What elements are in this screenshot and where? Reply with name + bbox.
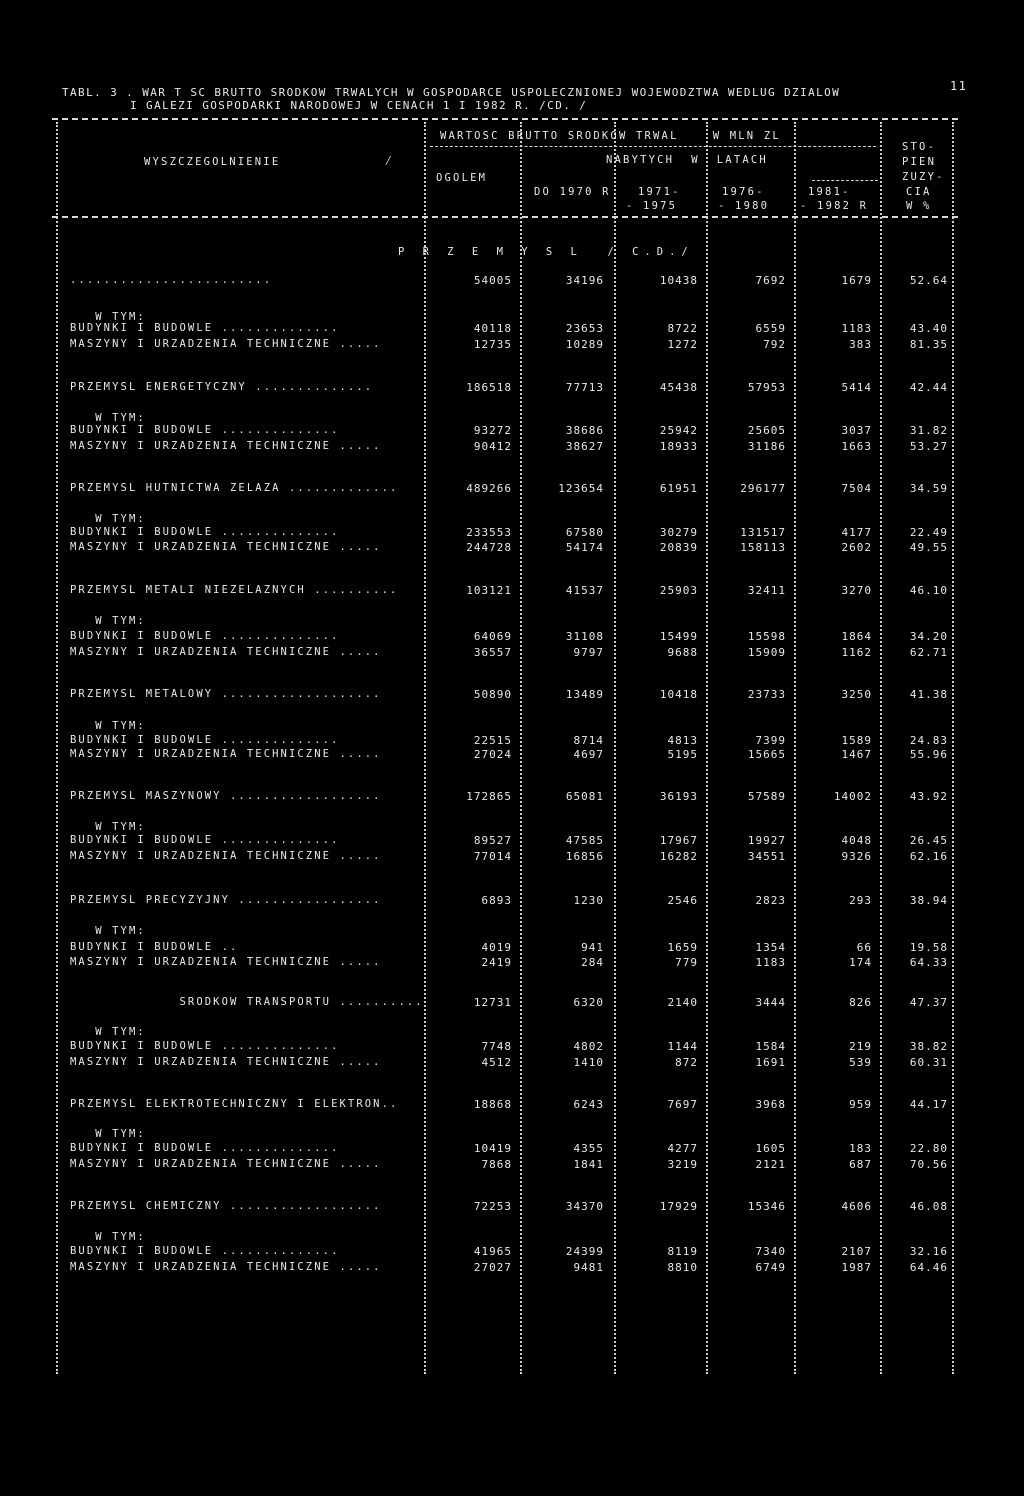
table-cell: 32.16 — [909, 1245, 948, 1258]
table-cell: 32411 — [747, 584, 786, 597]
row-label: W TYM: — [70, 513, 146, 525]
table-cell: 3250 — [841, 688, 872, 701]
header-sub-rule — [430, 146, 876, 147]
table-cell: 45438 — [659, 381, 698, 394]
table-cell: 42.44 — [909, 381, 948, 394]
table-cell: 6559 — [755, 322, 786, 335]
row-label: BUDYNKI I BUDOWLE .............. — [70, 322, 340, 334]
table-cell: 15499 — [659, 630, 698, 643]
table-cell: 46.08 — [909, 1200, 948, 1213]
table-cell: 941 — [581, 941, 604, 954]
table-cell: 3037 — [841, 424, 872, 437]
table-cell: 57589 — [747, 790, 786, 803]
table-cell: 47.37 — [909, 996, 948, 1009]
table-cell: 10418 — [659, 688, 698, 701]
table-cell: 27024 — [473, 748, 512, 761]
row-label: SRODKOW TRANSPORTU .......... — [70, 996, 424, 1008]
column-separator — [56, 122, 58, 1374]
table-cell: 7340 — [755, 1245, 786, 1258]
table-cell: 25605 — [747, 424, 786, 437]
table-cell: 25903 — [659, 584, 698, 597]
table-cell: 23733 — [747, 688, 786, 701]
table-cell: 12731 — [473, 996, 512, 1009]
column-separator — [520, 122, 522, 1374]
table-cell: 38686 — [565, 424, 604, 437]
table-cell: 15346 — [747, 1200, 786, 1213]
table-cell: 23653 — [565, 322, 604, 335]
table-cell: 5414 — [841, 381, 872, 394]
table-cell: 38627 — [565, 440, 604, 453]
header-group-label: WARTOSC BRUTTO SRODKOW TRWAL W MLN ZL — [440, 130, 781, 142]
table-cell: 1162 — [841, 646, 872, 659]
table-cell: 61951 — [659, 482, 698, 495]
table-cell: 57953 — [747, 381, 786, 394]
table-cell: 15909 — [747, 646, 786, 659]
table-cell: 1584 — [755, 1040, 786, 1053]
table-cell: 34370 — [565, 1200, 604, 1213]
header-acquired: NABYTYCH W LATACH — [606, 154, 768, 166]
table-cell: 8714 — [573, 734, 604, 747]
table-cell: 4813 — [667, 734, 698, 747]
row-label: W TYM: — [70, 1128, 146, 1140]
table-cell: 1144 — [667, 1040, 698, 1053]
table-cell: 64.46 — [909, 1261, 948, 1274]
column-separator — [952, 122, 954, 1374]
row-label: MASZYNY I URZADZENIA TECHNICZNE ..... — [70, 956, 382, 968]
table-cell: 1679 — [841, 274, 872, 287]
row-label: BUDYNKI I BUDOWLE .............. — [70, 1142, 340, 1154]
row-label: W TYM: — [70, 1026, 146, 1038]
table-cell: 131517 — [740, 526, 786, 539]
table-cell: 16856 — [565, 850, 604, 863]
row-label: PRZEMYSL PRECYZYJNY ................. — [70, 894, 382, 906]
top-rule — [52, 118, 958, 120]
table-cell: 54005 — [473, 274, 512, 287]
table-cell: 1467 — [841, 748, 872, 761]
row-label: PRZEMYSL CHEMICZNY .................. — [70, 1200, 382, 1212]
table-title-continuation: I GALEZI GOSPODARKI NARODOWEJ W CENACH 1 I 1982 R. /CD. / — [130, 99, 588, 112]
table-cell: 34196 — [565, 274, 604, 287]
table-cell: 90412 — [473, 440, 512, 453]
table-cell: 1987 — [841, 1261, 872, 1274]
column-separator — [424, 122, 426, 1374]
row-label: MASZYNY I URZADZENIA TECHNICZNE ..... — [70, 748, 382, 760]
column-separator — [614, 122, 616, 1374]
table-cell: 2107 — [841, 1245, 872, 1258]
table-cell: 15598 — [747, 630, 786, 643]
table-cell: 47585 — [565, 834, 604, 847]
table-cell: 219 — [849, 1040, 872, 1053]
table-cell: 7692 — [755, 274, 786, 287]
column-separator — [794, 122, 796, 1374]
table-cell: 81.35 — [909, 338, 948, 351]
table-cell: 55.96 — [909, 748, 948, 761]
table-cell: 40118 — [473, 322, 512, 335]
table-cell: 8810 — [667, 1261, 698, 1274]
table-cell: 5195 — [667, 748, 698, 761]
header-stopien: CIA — [906, 186, 932, 198]
table-cell: 2546 — [667, 894, 698, 907]
row-label: W TYM: — [70, 821, 146, 833]
table-cell: 7697 — [667, 1098, 698, 1111]
row-label: MASZYNY I URZADZENIA TECHNICZNE ..... — [70, 338, 382, 350]
table-cell: 31186 — [747, 440, 786, 453]
table-title: TABL. 3 . WAR T SC BRUTTO SRODKOW TRWALYCH W GOSPODARCE USPOLECZNIONEJ WOJEWODZTWA WEDLUG DZIALOW — [62, 86, 841, 99]
row-label: BUDYNKI I BUDOWLE .............. — [70, 1040, 340, 1052]
table-cell: 62.71 — [909, 646, 948, 659]
table-cell: 19927 — [747, 834, 786, 847]
header-period-2a: 1971- — [638, 186, 681, 198]
table-cell: 9797 — [573, 646, 604, 659]
row-label: PRZEMYSL HUTNICTWA ZELAZA ............. — [70, 482, 399, 494]
row-label: PRZEMYSL METALOWY ................... — [70, 688, 382, 700]
table-cell: 53.27 — [909, 440, 948, 453]
table-cell: 4697 — [573, 748, 604, 761]
table-cell: 1605 — [755, 1142, 786, 1155]
table-cell: 284 — [581, 956, 604, 969]
table-cell: 792 — [763, 338, 786, 351]
table-cell: 27027 — [473, 1261, 512, 1274]
section-heading: P R Z E M Y S L / C.D./ — [398, 246, 694, 258]
table-cell: 3219 — [667, 1158, 698, 1171]
table-cell: 8722 — [667, 322, 698, 335]
table-cell: 14002 — [833, 790, 872, 803]
table-cell: 54174 — [565, 541, 604, 554]
row-label: MASZYNY I URZADZENIA TECHNICZNE ..... — [70, 1261, 382, 1273]
row-label: MASZYNY I URZADZENIA TECHNICZNE ..... — [70, 440, 382, 452]
slash-mark: ⁄ — [384, 153, 395, 169]
table-cell: 7868 — [481, 1158, 512, 1171]
table-cell: 41.38 — [909, 688, 948, 701]
table-cell: 34.59 — [909, 482, 948, 495]
table-cell: 36557 — [473, 646, 512, 659]
table-cell: 2823 — [755, 894, 786, 907]
row-label: BUDYNKI I BUDOWLE .............. — [70, 630, 340, 642]
header-sub-rule — [812, 180, 878, 181]
table-cell: 22.80 — [909, 1142, 948, 1155]
table-cell: 65081 — [565, 790, 604, 803]
table-cell: 6320 — [573, 996, 604, 1009]
table-cell: 2140 — [667, 996, 698, 1009]
table-cell: 36193 — [659, 790, 698, 803]
table-cell: 10438 — [659, 274, 698, 287]
table-cell: 43.92 — [909, 790, 948, 803]
table-cell: 183 — [849, 1142, 872, 1155]
row-label: PRZEMYSL MASZYNOWY .................. — [70, 790, 382, 802]
table-cell: 2602 — [841, 541, 872, 554]
row-label: BUDYNKI I BUDOWLE .............. — [70, 1245, 340, 1257]
header-ogolem: OGOLEM — [436, 172, 488, 184]
table-cell: 67580 — [565, 526, 604, 539]
table-cell: 2121 — [755, 1158, 786, 1171]
table-cell: 1272 — [667, 338, 698, 351]
column-separator — [706, 122, 708, 1374]
table-cell: 26.45 — [909, 834, 948, 847]
table-cell: 4277 — [667, 1142, 698, 1155]
table-cell: 687 — [849, 1158, 872, 1171]
table-cell: 779 — [675, 956, 698, 969]
row-label: BUDYNKI I BUDOWLE .............. — [70, 526, 340, 538]
table-cell: 16282 — [659, 850, 698, 863]
table-cell: 50890 — [473, 688, 512, 701]
header-stopien: W % — [906, 200, 932, 212]
table-cell: 872 — [675, 1056, 698, 1069]
table-cell: 4802 — [573, 1040, 604, 1053]
table-cell: 959 — [849, 1098, 872, 1111]
table-cell: 24.83 — [909, 734, 948, 747]
table-cell: 64069 — [473, 630, 512, 643]
table-cell: 383 — [849, 338, 872, 351]
table-cell: 1230 — [573, 894, 604, 907]
table-cell: 3270 — [841, 584, 872, 597]
row-label: MASZYNY I URZADZENIA TECHNICZNE ..... — [70, 850, 382, 862]
table-cell: 186518 — [466, 381, 512, 394]
table-cell: 24399 — [565, 1245, 604, 1258]
table-cell: 46.10 — [909, 584, 948, 597]
row-label: PRZEMYSL ELEKTROTECHNICZNY I ELEKTRON.. — [70, 1098, 399, 1110]
table-cell: 4512 — [481, 1056, 512, 1069]
table-cell: 4355 — [573, 1142, 604, 1155]
row-label: ........................ — [70, 274, 273, 286]
table-cell: 296177 — [740, 482, 786, 495]
table-cell: 489266 — [466, 482, 512, 495]
table-cell: 2419 — [481, 956, 512, 969]
row-label: MASZYNY I URZADZENIA TECHNICZNE ..... — [70, 1158, 382, 1170]
table-cell: 826 — [849, 996, 872, 1009]
table-cell: 158113 — [740, 541, 786, 554]
table-cell: 293 — [849, 894, 872, 907]
row-label: W TYM: — [70, 720, 146, 732]
table-cell: 62.16 — [909, 850, 948, 863]
header-stopien: STO- — [902, 141, 937, 153]
table-cell: 1841 — [573, 1158, 604, 1171]
row-label: MASZYNY I URZADZENIA TECHNICZNE ..... — [70, 541, 382, 553]
header-stopien: ZUZY- — [902, 171, 945, 183]
table-cell: 1183 — [841, 322, 872, 335]
table-cell: 41965 — [473, 1245, 512, 1258]
table-cell: 19.58 — [909, 941, 948, 954]
table-cell: 64.33 — [909, 956, 948, 969]
table-cell: 7504 — [841, 482, 872, 495]
table-cell: 3968 — [755, 1098, 786, 1111]
table-cell: 72253 — [473, 1200, 512, 1213]
row-label: BUDYNKI I BUDOWLE .............. — [70, 424, 340, 436]
table-cell: 66 — [856, 941, 872, 954]
table-cell: 1354 — [755, 941, 786, 954]
table-cell: 9688 — [667, 646, 698, 659]
table-cell: 13489 — [565, 688, 604, 701]
table-cell: 7399 — [755, 734, 786, 747]
row-label: W TYM: — [70, 412, 146, 424]
header-period-3a: 1976- — [722, 186, 765, 198]
row-label: BUDYNKI I BUDOWLE .............. — [70, 734, 340, 746]
table-cell: 174 — [849, 956, 872, 969]
table-cell: 1663 — [841, 440, 872, 453]
table-cell: 22.49 — [909, 526, 948, 539]
column-separator — [880, 122, 882, 1374]
table-cell: 172865 — [466, 790, 512, 803]
table-cell: 89527 — [473, 834, 512, 847]
row-label: MASZYNY I URZADZENIA TECHNICZNE ..... — [70, 1056, 382, 1068]
table-cell: 12735 — [473, 338, 512, 351]
table-cell: 4019 — [481, 941, 512, 954]
table-cell: 1410 — [573, 1056, 604, 1069]
table-cell: 60.31 — [909, 1056, 948, 1069]
table-cell: 22515 — [473, 734, 512, 747]
table-cell: 4606 — [841, 1200, 872, 1213]
table-cell: 43.40 — [909, 322, 948, 335]
table-cell: 41537 — [565, 584, 604, 597]
header-period-4a: 1981- — [808, 186, 851, 198]
table-cell: 6749 — [755, 1261, 786, 1274]
row-label: W TYM: — [70, 615, 146, 627]
table-cell: 30279 — [659, 526, 698, 539]
table-cell: 70.56 — [909, 1158, 948, 1171]
table-cell: 6243 — [573, 1098, 604, 1111]
table-cell: 34551 — [747, 850, 786, 863]
table-cell: 38.82 — [909, 1040, 948, 1053]
table-cell: 77014 — [473, 850, 512, 863]
header-stopien: PIEN — [902, 156, 937, 168]
table-cell: 6893 — [481, 894, 512, 907]
row-label: MASZYNY I URZADZENIA TECHNICZNE ..... — [70, 646, 382, 658]
header-period-1: DO 1970 R — [534, 186, 611, 198]
table-cell: 4177 — [841, 526, 872, 539]
header-period-3b: - 1980 — [718, 200, 770, 212]
table-cell: 93272 — [473, 424, 512, 437]
table-cell: 17967 — [659, 834, 698, 847]
table-cell: 10289 — [565, 338, 604, 351]
table-cell: 7748 — [481, 1040, 512, 1053]
table-cell: 1691 — [755, 1056, 786, 1069]
table-cell: 44.17 — [909, 1098, 948, 1111]
table-cell: 9481 — [573, 1261, 604, 1274]
row-label: W TYM: — [70, 1231, 146, 1243]
table-cell: 49.55 — [909, 541, 948, 554]
row-label: W TYM: — [70, 925, 146, 937]
table-cell: 233553 — [466, 526, 512, 539]
table-cell: 9326 — [841, 850, 872, 863]
header-period-4b: - 1982 R — [800, 200, 869, 212]
page-number: 11 — [950, 79, 968, 93]
table-cell: 15665 — [747, 748, 786, 761]
table-cell: 38.94 — [909, 894, 948, 907]
table-cell: 1589 — [841, 734, 872, 747]
table-cell: 539 — [849, 1056, 872, 1069]
table-cell: 1659 — [667, 941, 698, 954]
table-cell: 17929 — [659, 1200, 698, 1213]
header-period-2b: - 1975 — [626, 200, 678, 212]
table-cell: 1864 — [841, 630, 872, 643]
table-cell: 34.20 — [909, 630, 948, 643]
row-label: BUDYNKI I BUDOWLE .. — [70, 941, 239, 953]
row-label: PRZEMYSL METALI NIEZELAZNYCH .......... — [70, 584, 399, 596]
header-bottom-rule — [52, 216, 958, 218]
table-cell: 244728 — [466, 541, 512, 554]
table-cell: 18933 — [659, 440, 698, 453]
table-cell: 20839 — [659, 541, 698, 554]
table-cell: 103121 — [466, 584, 512, 597]
table-cell: 31108 — [565, 630, 604, 643]
row-label: BUDYNKI I BUDOWLE .............. — [70, 834, 340, 846]
table-cell: 31.82 — [909, 424, 948, 437]
table-cell: 8119 — [667, 1245, 698, 1258]
table-cell: 10419 — [473, 1142, 512, 1155]
table-cell: 77713 — [565, 381, 604, 394]
column-header-label: WYSZCZEGOLNIENIE — [144, 156, 281, 168]
table-cell: 123654 — [558, 482, 604, 495]
table-cell: 4048 — [841, 834, 872, 847]
table-cell: 25942 — [659, 424, 698, 437]
table-cell: 52.64 — [909, 274, 948, 287]
table-cell: 3444 — [755, 996, 786, 1009]
table-cell: 1183 — [755, 956, 786, 969]
table-cell: 18868 — [473, 1098, 512, 1111]
row-label: W TYM: — [70, 311, 146, 323]
row-label: PRZEMYSL ENERGETYCZNY .............. — [70, 381, 374, 393]
